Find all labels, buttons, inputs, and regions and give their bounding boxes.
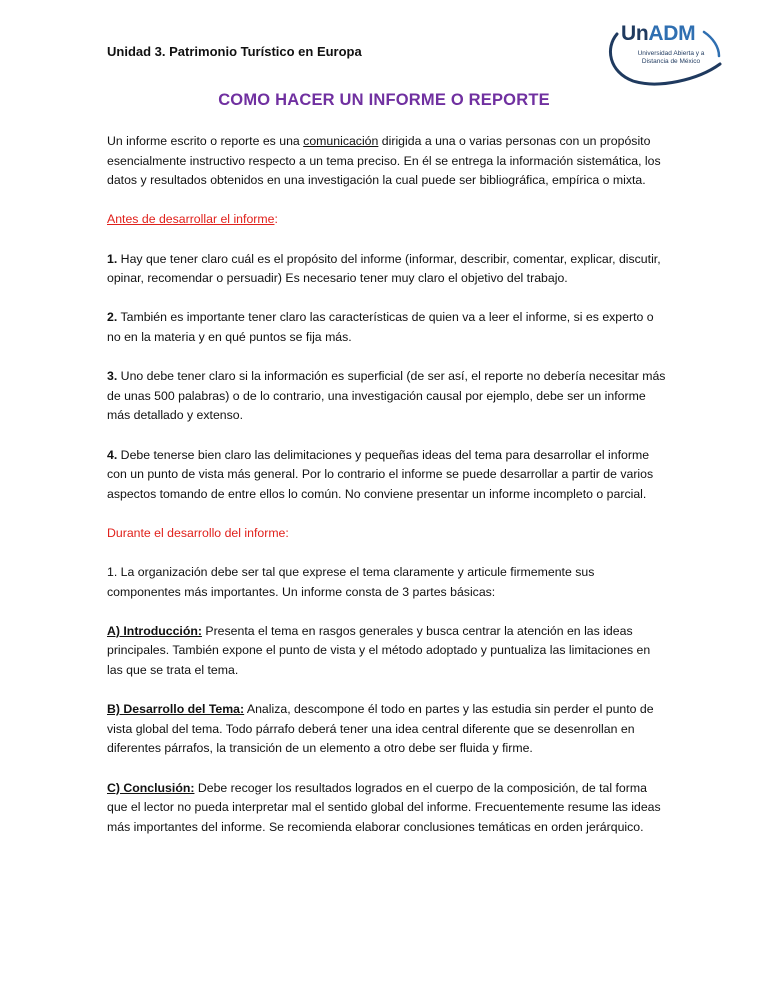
before-item-2: 2. También es importante tener claro las características de quien va a leer el informe, si es experto o no en la materia y en qué puntos se fija más.: [107, 310, 654, 344]
intro-paragraph: Un informe escrito o reporte es una comunicación dirigida a una o varias personas con un propósito esencialmente instructivo respecto a un tema preciso. En él se entrega la información sistemática, los datos y resultados obtenidos en una investigación la cual puede ser bibliográfica, empírica o mixta.: [107, 134, 661, 188]
part-desarrollo: B) Desarrollo del Tema: Analiza, descompone él todo en partes y las estudia sin perder el punto de vista global del tema. Todo párrafo deberá tener una idea central diferente que se desenrollan en diferentes párrafos, la transición de un elemento a otro debe ser fluida y firme.: [107, 702, 654, 756]
intro-underlined-term: comunicación: [303, 134, 379, 148]
before-item-3: 3. Uno debe tener claro si la información es superficial (de ser así, el reporte no debería necesitar más de unas 500 palabras) o de lo contrario, una investigación causal por ejemplo, debe ser un informe más detallado y extenso.: [107, 369, 666, 423]
logo-subtitle: Universidad Abierta y a Distancia de México: [637, 50, 705, 65]
section-heading-during: Durante el desarrollo del informe:: [107, 525, 289, 540]
section-heading-before: Antes de desarrollar el informe:: [107, 212, 278, 227]
part-conclusion: C) Conclusión: Debe recoger los resultados logrados en el cuerpo de la composición, de tal forma que el lector no pueda interpretar mal el sentido global del informe. Frecuentemente resume las ideas más importantes del informe. Se recomienda elaborar conclusiones temáticas en orden jerárquico.: [107, 780, 661, 834]
before-item-4: 4. Debe tenerse bien claro las delimitaciones y pequeñas ideas del tema para desarrollar el informe con un punto de vista más general. Por lo contrario el informe se puede desarrollar a partir de varios aspectos tomando de entre ellos lo común. No conviene presentar un informe incompleto o parcial.: [107, 447, 654, 501]
before-item-1: 1. Hay que tener claro cuál es el propósito del informe (informar, describir, comentar, explicar, discutir, opinar, recomendar o persuadir) Es necesario tener muy claro el objetivo del trabajo.: [107, 251, 661, 286]
during-lead: 1. La organización debe ser tal que exprese el tema claramente y articule firmemente sus componentes más importantes. Un informe consta de 3 partes básicas:: [107, 565, 595, 599]
document-body: [107, 132, 667, 857]
unadm-logo: [603, 14, 727, 86]
unit-header: Unidad 3. Patrimonio Turístico en Europa: [107, 44, 362, 59]
document-title: COMO HACER UN INFORME O REPORTE: [218, 91, 550, 109]
part-introduccion: A) Introducción: Presenta el tema en rasgos generales y busca centrar la atención en las ideas principales. También expone el punto de vista y el método adoptado y puntualiza las limitaciones en las que se trata el tema.: [107, 623, 651, 678]
logo-wordmark: UnADM: [621, 22, 696, 45]
